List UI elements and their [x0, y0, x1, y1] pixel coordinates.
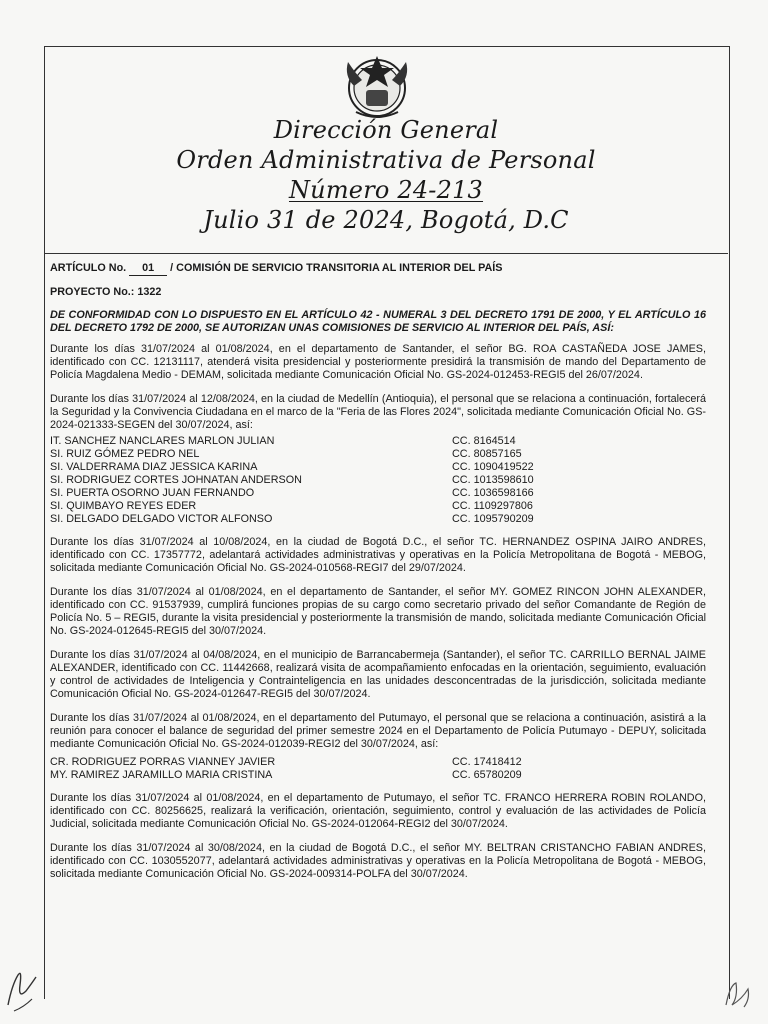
list-item: SI. QUIMBAYO REYES EDER CC. 1109297806	[50, 500, 533, 512]
paragraph: Durante los días 31/07/2024 al 04/08/2024, en el municipio de Barrancabermeja (Santander), el señor TC. CARRILLO BERNAL JAIME ALEXANDER, identificado con CC. 11442668, realizará visita de acompañamiento enfocadas en la orientación, seguimiento, evaluación y control de actividades de Inteligencia y Contrainteligencia en las unidades desconcentradas de la jurisdicción, solicitada mediante Comunicación Oficial No. GS-2024-012647-REGI5 del 30/07/2024.	[50, 649, 706, 700]
header-number: Número 24-213	[288, 176, 484, 204]
paragraph: Durante los días 31/07/2024 al 01/08/2024, en el departamento de Santander, el señor MY. GOMEZ RINCON JOHN ALEXANDER, identificado con CC. 91537939, cumplirá funciones propias de su cargo como secretario privado del señor Comandante de Región de Policía No. 5 – REGI5, durante la visita presidencial y posteriormente la transmisión de mando, solicitada mediante Comunicación Oficial No. GS-2024-012645-REGI5 del 30/07/2024.	[50, 586, 706, 637]
personnel-list-putumayo	[50, 756, 706, 782]
list-item: SI. RUIZ GÓMEZ PEDRO NEL CC. 80857165	[50, 448, 522, 460]
article-heading: ARTÍCULO No. 01 / COMISIÓN DE SERVICIO TRANSITORIA AL INTERIOR DEL PAÍS	[50, 262, 503, 274]
list-item: IT. SANCHEZ NANCLARES MARLON JULIAN CC. 8164514	[50, 435, 516, 447]
paragraph: Durante los días 31/07/2024 al 01/08/2024, en el departamento de Santander, el señor BG. ROA CASTAÑEDA JOSE JAMES, identificado con CC. 12131117, atenderá visita presidencial y posteriormente presidirá la transmisión de mando del Departamento de Policía Magdalena Medio - DEMAM, solicitada mediante Comunicación Oficial No. GS-2024-012453-REGI5 del 26/07/2024.	[50, 343, 706, 381]
list-item: MY. RAMIREZ JARAMILLO MARIA CRISTINA CC. 65780209	[50, 769, 522, 781]
header-order-title: Orden Administrativa de Personal	[176, 146, 596, 174]
list-item: SI. DELGADO DELGADO VICTOR ALFONSO CC. 1095790209	[50, 513, 534, 525]
header-date: Julio 31 de 2024, Bogotá, D.C	[203, 206, 569, 234]
intro-text: DE CONFORMIDAD CON LO DISPUESTO EN EL ARTÍCULO 42 - NUMERAL 3 DEL DECRETO 1791 DE 2000, Y EL ARTÍCULO 16 DEL DECRETO 1792 DE 2000, SE AUTORIZAN UNAS COMISIONES DE SERVICIO AL INTERIOR DEL PAÍS, ASÍ:	[50, 309, 706, 334]
header-divider	[44, 253, 728, 254]
list-item: SI. PUERTA OSORNO JUAN FERNANDO CC. 1036598166	[50, 487, 534, 499]
list-item: SI. RODRIGUEZ CORTES JOHNATAN ANDERSON CC. 1013598610	[50, 474, 534, 486]
paragraph: Durante los días 31/07/2024 al 01/08/2024, en el departamento del Putumayo, el personal que se relaciona a continuación, asistirá a la reunión para conocer el balance de seguridad del primer semestre 2024 en el Departamento de Policía Putumayo - DEPUY, solicitada mediante Comunicación Oficial No. GS-2024-012039-REGI2 del 30/07/2024, así:	[50, 712, 706, 750]
project-number: PROYECTO No.: 1322	[50, 286, 162, 298]
police-emblem-icon	[336, 50, 418, 122]
handwritten-mark-icon	[718, 975, 762, 1015]
paragraph: Durante los días 31/07/2024 al 10/08/2024, en la ciudad de Bogotá D.C., el señor TC. HERNANDEZ OSPINA JAIRO ANDRES, identificado con CC. 17357772, adelantará actividades administrativas y operativas en la Policía Metropolitana de Bogotá - MEBOG, solicitada mediante Comunicación Oficial No. GS-2024-010568-REGI7 del 29/07/2024.	[50, 536, 706, 574]
list-item: SI. VALDERRAMA DIAZ JESSICA KARINA CC. 1090419522	[50, 461, 534, 473]
handwritten-initials-icon	[2, 955, 48, 1015]
paragraph: Durante los días 31/07/2024 al 01/08/2024, en el departamento de Putumayo, el señor TC. FRANCO HERRERA ROBIN ROLANDO, identificado con CC. 80256625, realizará la verificación, orientación, seguimiento, control y evaluación de las actividades de Policía Judicial, solicitada mediante Comunicación Oficial No. GS-2024-012064-REGI2 del 30/07/2024.	[50, 792, 706, 830]
paragraph: Durante los días 31/07/2024 al 30/08/2024, en la ciudad de Bogotá D.C., el señor MY. BELTRAN CRISTANCHO FABIAN ANDRES, identificado con CC. 1030552077, adelantará actividades administrativas y operativas en la Policía Metropolitana de Bogotá - MEBOG, solicitada mediante Comunicación Oficial No. GS-2024-009314-POLFA del 30/07/2024.	[50, 842, 706, 880]
header-direction: Dirección General	[273, 116, 499, 144]
document-body	[50, 262, 706, 881]
paragraph: Durante los días 31/07/2024 al 12/08/2024, en la ciudad de Medellín (Antioquia), el personal que se relaciona a continuación, fortalecerá la Seguridad y la Convivencia Ciudadana en el marco de la "Feria de las Flores 2024", solicitada mediante Comunicación Oficial No. GS-2024-021333-SEGEN del 30/07/2024, así:	[50, 393, 706, 431]
list-item: CR. RODRIGUEZ PORRAS VIANNEY JAVIER CC. 17418412	[50, 756, 522, 768]
personnel-list-medellin	[50, 435, 706, 526]
